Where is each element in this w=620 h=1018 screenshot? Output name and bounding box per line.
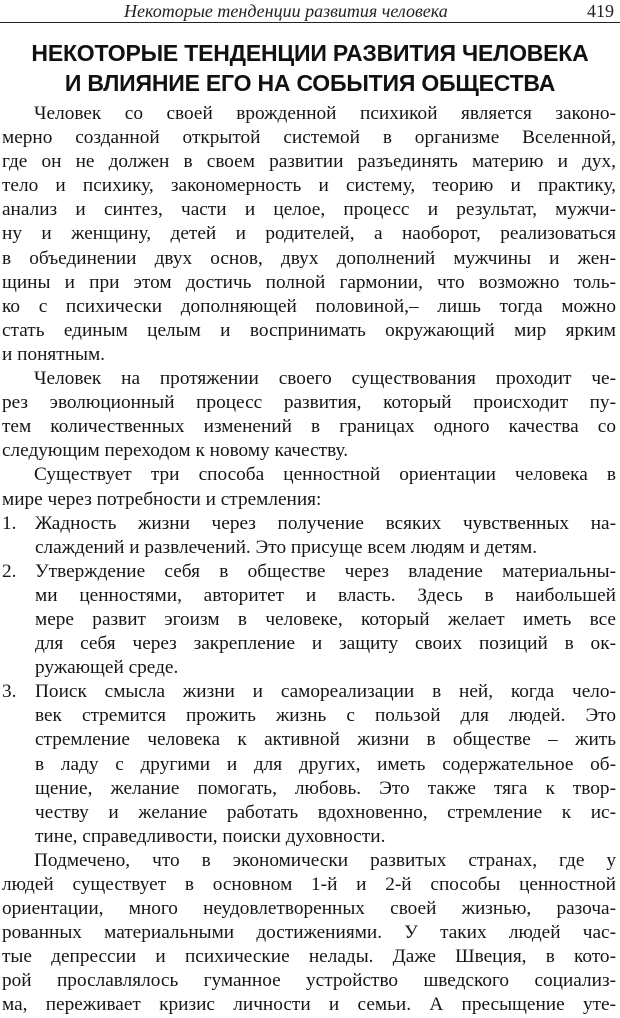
list-item-number: 2. xyxy=(2,560,17,582)
list-item xyxy=(2,560,616,680)
body-text xyxy=(2,102,616,1018)
text-line: анализ и синтез, части и целое, процесс и результат, мужчи- xyxy=(2,199,616,221)
text-line: мере развит эгоизм в человеке, который желает иметь все xyxy=(35,608,616,630)
paragraph-3 xyxy=(2,463,616,511)
text-line xyxy=(2,512,616,536)
page-number: 419 xyxy=(587,1,614,21)
paragraph-1 xyxy=(2,102,616,367)
text-line: Человек со своей врожденной психикой является законо- xyxy=(34,103,616,124)
chapter-title xyxy=(0,38,620,98)
text-line: и понятным. xyxy=(2,343,106,365)
text-line: Подмечено, что в экономически развитых странах, где у xyxy=(34,849,616,871)
text-line: в ладу с другими и для других, иметь содержательное об- xyxy=(35,753,616,775)
text-line: для себя через закрепление и защиту своих позиций в ок- xyxy=(35,633,616,655)
list-item-text: Жадность жизни через получение всяких чувственных на- xyxy=(35,512,616,534)
list-item-text: Поиск смысла жизни и самореализации в ней, когда чело- xyxy=(35,681,616,703)
text-line: мерно созданной открытой системой в организме Вселенной, xyxy=(2,127,616,149)
text-line: мире через потребности и стремления: xyxy=(2,488,322,510)
chapter-title-line-1: НЕКОТОРЫЕ ТЕНДЕНЦИИ РАЗВИТИЯ ЧЕЛОВЕКА xyxy=(31,40,589,66)
text-line: тело и психику, закономерность и систему, теорию и практику, xyxy=(2,175,616,197)
text-line: следующим переходом к новому качеству. xyxy=(2,440,349,462)
text-line: слаждений и развлечений. Это присуще всем людям и детям. xyxy=(35,536,538,558)
text-line: тине, справедливости, поиски духовности. xyxy=(35,825,386,847)
text-line: рез эволюционный процесс развития, который происходит пу- xyxy=(2,392,616,414)
text-line xyxy=(2,560,616,584)
text-line: щины и при этом достичь полной гармонии, что возможно толь- xyxy=(2,271,616,293)
paragraph-2 xyxy=(2,367,616,463)
text-line: ориентации, много неудовлетворенных своей жизнью, разоча- xyxy=(2,898,616,920)
text-line: ми ценностями, авторитет и власть. Здесь в наибольшей xyxy=(35,584,616,606)
text-line: в объединении двух основ, двух дополнений мужчины и жен- xyxy=(2,247,616,269)
text-line: ко с психически дополняющей половиной,– лишь тогда можно xyxy=(2,295,616,317)
text-line: честву и желание работать вдохновенно, стремление к ис- xyxy=(35,801,616,823)
text-line: ружающей среде. xyxy=(35,657,179,679)
text-line: Человек на протяжении своего существования проходит че- xyxy=(34,368,616,390)
list-item-number: 1. xyxy=(2,512,17,534)
text-line: ну и женщину, детей и родителей, а наоборот, реализоваться xyxy=(2,223,616,245)
list-item-number: 3. xyxy=(2,681,17,703)
text-line: тем количественных изменений в границах одного качества со xyxy=(2,416,616,438)
text-line: рованных материальными достижениями. У таких людей час- xyxy=(2,922,616,944)
text-line: где он не должен в своем развитии разъединять материю и дух, xyxy=(2,151,616,173)
text-line: стать единым целым и воспринимать окружающий мир ярким xyxy=(2,319,616,341)
text-line: ма, переживает кризис личности и семьи. А пресыщение уте- xyxy=(2,994,616,1016)
text-line: Существует три способа ценностной ориентации человека в xyxy=(34,464,616,486)
running-header xyxy=(0,0,620,23)
text-line: рой прославлялось гуманное устройство шведского социализ- xyxy=(2,970,616,992)
list-item xyxy=(2,512,616,560)
text-line: стремление человека к активной жизни в обществе – жить xyxy=(35,729,616,751)
running-title: Некоторые тенденции развития человека xyxy=(124,1,448,21)
text-line: щение, желание помогать, любовь. Это также тяга к твор- xyxy=(35,777,616,799)
list-item-text: Утверждение себя в обществе через владение материальны- xyxy=(35,560,616,582)
list-item xyxy=(2,680,616,849)
paragraph-4 xyxy=(2,849,616,1018)
text-line: век стремится прожить жизнь с пользой для людей. Это xyxy=(35,705,616,727)
text-line xyxy=(2,680,616,704)
numbered-list xyxy=(2,512,616,849)
chapter-title-line-2: И ВЛИЯНИЕ ЕГО НА СОБЫТИЯ ОБЩЕСТВА xyxy=(64,70,556,96)
text-line: тые депрессии и психические нелады. Даже Швеция, в кото- xyxy=(2,946,616,968)
text-line: людей существует в основном 1-й и 2-й способы ценностной xyxy=(2,874,616,895)
